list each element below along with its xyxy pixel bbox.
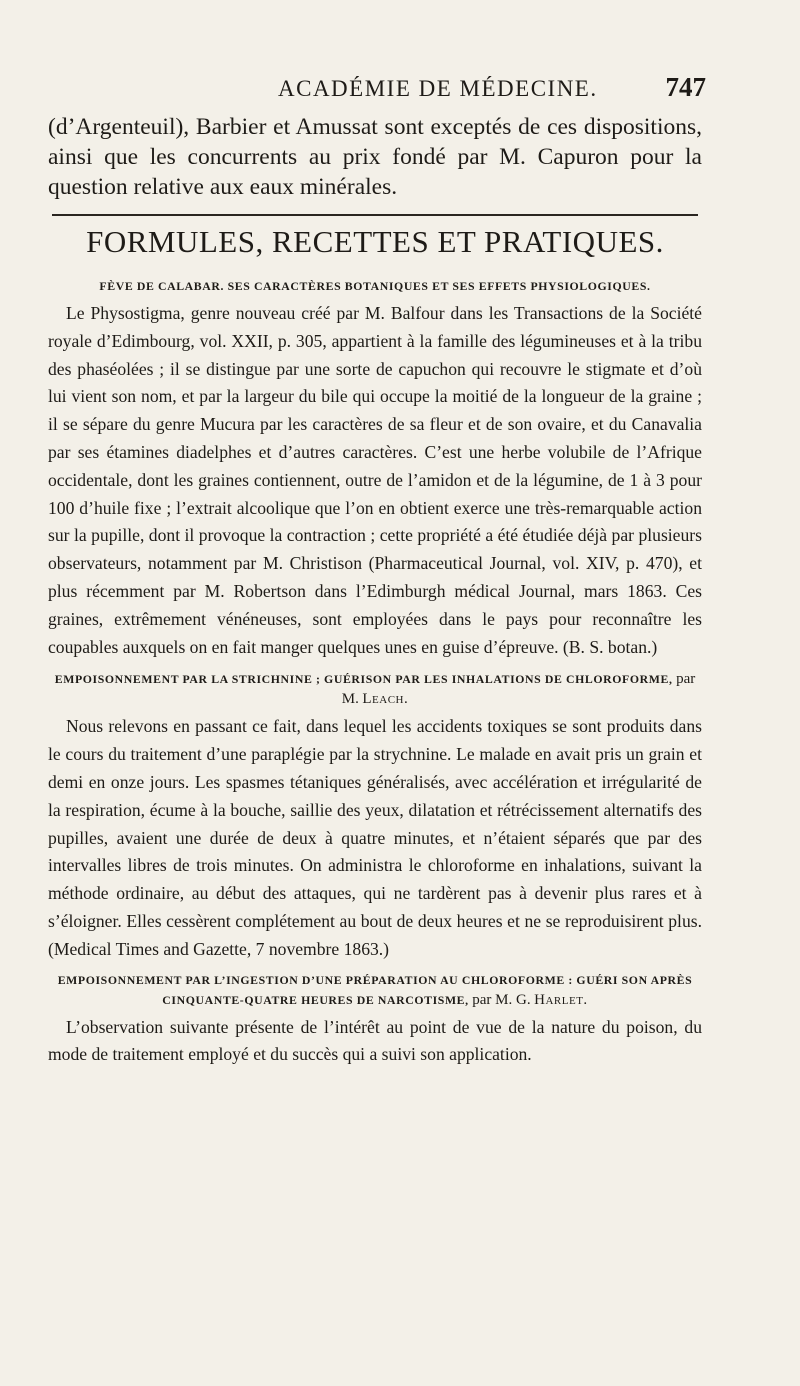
article-heading (48, 970, 702, 1010)
section-title: FORMULES, RECETTES ET PRATIQUES. (86, 224, 664, 259)
article-heading-text: EMPOISONNEMENT PAR L’INGESTION D’UNE PRÉPARATION AU CHLOROFORME : GUÉRI SON APRÈS CINQUANTE-QUATRE HEURES DE NARCOTISME, (57, 972, 693, 1007)
article-body: Le Physostigma, genre nouveau créé par M. Balfour dans les Transactions de la Société royale d’Edimbourg, vol. XXII, p. 305, appartient à la famille des légumineuses et à la tribu des phaséolées ; il se distingue par une sorte de capuchon qui recouvre le stigmate et d’où lui vient son nom, et par la largeur du bile qui occupe la moitié de la longueur de la graine ; il se sépare du genre Mucura par les caractères de sa fleur et de son ovaire, et du Canavalia par ses étamines diadelphes et d’autres caractères. C’est une herbe volubile de l’Afrique occidentale, dont les graines contiennent, outre de l’amidon et de la légumine, de 1 à 3 pour 100 d’huile fixe ; l’extrait alcoolique que l’on en obtient exerce une très-remarquable action sur la pupille, dont il provoque la contraction ; cette propriété a été étudiée déjà par plusieurs observateurs, notamment par M. Christison (Pharmaceutical Journal, vol. XIV, p. 470), et plus récemment par M. Robertson dans l’Edimburgh médical Journal, mars 1863. Ces graines, extrêmement vénéneuses, sont employées dans le pays pour reconnaître les coupables auxquels on en fait manger quelques unes en guise d’épreuve. (B. S. botan.) (48, 303, 702, 657)
lead-paragraph: (d’Argenteuil), Barbier et Amussat sont exceptés de ces dispositions, ainsi que les concurrents au prix fondé par M. Capuron pour la question relative aux eaux minérales. (48, 114, 702, 200)
page-number: 747 (665, 72, 706, 102)
running-title: ACADÉMIE DE MÉDECINE. (278, 76, 598, 101)
article-heading (48, 669, 702, 709)
author-prefix: par M. G. (472, 991, 531, 1008)
author-name: Leach. (362, 691, 409, 708)
section-rule (52, 214, 698, 216)
article-heading-text: FÈVE DE CALABAR. SES CARACTÈRES BOTANIQUES ET SES EFFETS PHYSIOLOGIQUES. (99, 279, 651, 293)
running-header (68, 72, 706, 112)
article-heading (48, 276, 702, 296)
author-prefix: par M. (341, 671, 696, 708)
article-heading-text: EMPOISONNEMENT PAR LA STRICHNINE ; GUÉRISON PAR LES INHALATIONS DE CHLOROFORME, (54, 672, 673, 687)
author-name: Harlet. (534, 991, 588, 1008)
article-body: L’observation suivante présente de l’intérêt au point de vue de la nature du poison, du mode de traitement employé et du succès qui a suivi son application. (48, 1016, 702, 1065)
article-body: Nous relevons en passant ce fait, dans lequel les accidents toxiques se sont produits dans le cours du traitement d’une paraplégie par la strychnine. Le malade en avait pris un grain et demi en onze jours. Les spasmes tétaniques généralisés, avec accélération et irrégularité de la respiration, écume à la bouche, saillie des yeux, dilatation et rétrécissement alternatifs des pupilles, avaient une durée de deux à quatre minutes, et n’étaient séparés que par des intervalles libres de trois minutes. On administra le chloroforme en inhalations, suivant la méthode ordinaire, au début des attaques, qui ne tardèrent pas à devenir plus rares et à s’éloigner. Elles cessèrent complétement au bout de deux heures et ne se reproduisirent plus. (Medical Times and Gazette, 7 novembre 1863.) (48, 716, 702, 959)
